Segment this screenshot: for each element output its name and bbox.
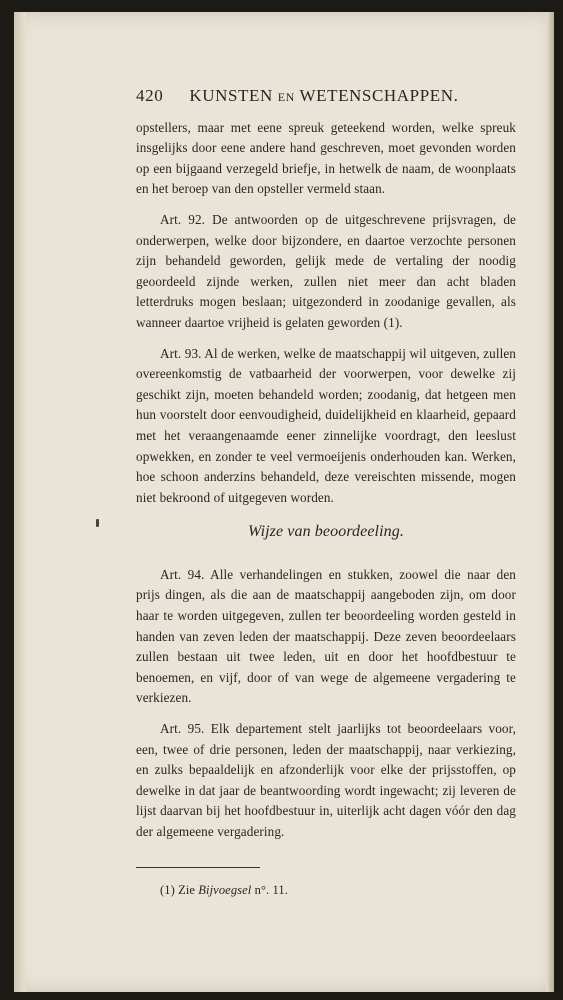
section-heading: Wijze van beoordeeling. (248, 523, 404, 541)
running-head-part1: KUNSTEN (189, 86, 273, 105)
page-number: 420 (136, 86, 164, 105)
paragraph-art-92: Art. 92. De antwoorden op de uitgeschrevene prijsvragen, de onderwerpen, welke door bijzondere, en daartoe verzochte personen zijn behandeld geworden, gelijk mede de vertaling der noodig geoordeeld zijnde werken, zullen niet meer dan acht bladen letterdruks mogen beslaan; uitgezonderd in zoodanige gevallen, als wanneer daartoe vrijheid is gelaten geworden (1). (136, 211, 516, 330)
footnote-divider (136, 867, 260, 868)
margin-ink-mark (96, 519, 99, 527)
running-head (189, 86, 458, 108)
paragraph-art-94: Art. 94. Alle verhandelingen en stukken, zoowel die naar den prijs dingen, als die aan de maatschappij aangeboden zijn, om door haar te worden uitgegeven, zullen ter beoordeeling worden gesteld in handen van zeven leden der maatschappij. Deze zeven beoordeelaars zullen bestaan uit twee leden, uit en door het hoofdbestuur te benoemen, en vijf, door of van wege de algemeene vergadering te verkiezen. (136, 566, 516, 706)
page-right-edge (546, 12, 554, 992)
paragraph-continuation: opstellers, maar met eene spreuk geteekend worden, welke spreuk insgelijks door eene andere hand geschreven, moet gevonden worden op een bijgaand verzegeld briefje, in hetwelk de naam, de woonplaats en het beroep van den opsteller vermeld staan. (136, 119, 516, 197)
paragraph-art-95: Art. 95. Elk departement stelt jaarlijks tot beoordeelaars voor, een, twee of drie personen, leden der maatschappij, naar verkiezing, en zulks bepaaldelijk en afzonderlijk voor elke der prijsstoffen, op dewelke in dat jaar de beantwoording wordt ingewacht; zij leveren de lijst daarvan bij het hoofdbestuur in, uiterlijk acht dagen vóór den dag der algemeene vergadering. (136, 721, 516, 839)
footnote-rest: n°. 11. (254, 882, 288, 897)
page-gutter-shadow (14, 12, 26, 992)
paragraph-art-93: Art. 93. Al de werken, welke de maatschappij wil uitgeven, zullen overeenkomstig de vatbaarheid der voorwerpen, voor dewelke zij geschikt zijn, moeten behandeld worden; zoodanig, dat hetgeen men hun voorstelt door eenvoudigheid, duidelijkheid en klaarheid, gepaard met het veraangenaamde eener zinnelijke voordragt, den leeslust opwekken, en zonder te veel vermoeijenis onderhouden kan. Werken, hoe schoon anderzins behandeld, deze vereischten missende, mogen niet bekroond of uitgegeven worden. (136, 345, 516, 505)
page-header (136, 86, 516, 108)
running-head-part2: WETENSCHAPPEN. (299, 86, 459, 105)
page-content (136, 86, 516, 900)
footnote-italic: Bijvoegsel (198, 882, 252, 897)
running-head-en: EN (277, 90, 295, 104)
footnote (136, 880, 516, 901)
footnote-marker: (1) Zie (160, 882, 196, 897)
